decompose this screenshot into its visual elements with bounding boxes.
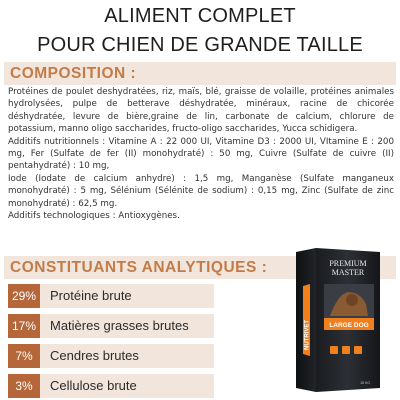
composition-technological-additives: Additifs technologiques : Antioxygènes. [8, 211, 180, 222]
bag-product-name: LARGE DOG [329, 322, 369, 329]
bag-weight: 15 KG [360, 381, 370, 385]
constituant-percent: 3% [8, 374, 40, 398]
constituant-label: Protéine brute [40, 284, 214, 308]
bag-brand-line1: PREMIUM [329, 259, 367, 268]
constituants-list [4, 284, 214, 400]
constituant-percent: 29% [8, 284, 40, 308]
constituant-row-ash [4, 344, 214, 368]
constituants-heading: CONSTITUANTS ANALYTIQUES : [10, 259, 268, 276]
constituant-row-fibre [4, 374, 214, 398]
composition-trace-elements: Iode (Iodate de calcium anhydre) : 1,5 mg, Manganèse (Sulfate manganeux monohydraté) : 5 mg, Sélénium (Sélénite de sodium) : 0,15 mg, Zinc (Sulfate de zinc monohydraté) : 62,5 mg. [8, 173, 394, 209]
composition-nutritional-additives: Additifs nutritionnels : Vitamine A : 22 000 UI, Vitamine D3 : 2000 UI, VItamine E : 200 mg, Fer (Sulfate de fer (II) monohydraté) : 50 mg, Cuivre (Sulfate de cuivre (II) pentahydraté) : 10 mg, [8, 136, 394, 172]
page-title-line1: ALIMENT COMPLET [104, 5, 296, 27]
bag-brand-line2: MASTER [331, 268, 365, 277]
constituant-label: Matières grasses brutes [40, 314, 214, 338]
composition-text [8, 86, 394, 222]
product-bag-image [286, 246, 386, 394]
constituant-label: Cellulose brute [40, 374, 214, 398]
page-title-line2: POUR CHIEN DE GRANDE TAILLE [37, 34, 363, 56]
constituant-row-fat [4, 314, 214, 338]
composition-heading: COMPOSITION : [10, 65, 137, 82]
constituant-percent: 17% [8, 314, 40, 338]
constituant-row-protein [4, 284, 214, 308]
bag-side-brand: NUTRIVET [304, 320, 311, 350]
composition-ingredients: Protéines de poulet deshydratées, riz, maïs, blé, graisse de volaille, protéines animales hydrolysées, pulpe de betterave déshydratée, minéraux, racine de chicorée déshydratée, levure de bière,graine de lin, carbonate de calcium, chlorure de potassium, manno oligo saccharides, fructo-oligo saccharides, Yucca schidigera. [8, 87, 394, 135]
constituant-label: Cendres brutes [40, 344, 214, 368]
constituant-percent: 7% [8, 344, 40, 368]
